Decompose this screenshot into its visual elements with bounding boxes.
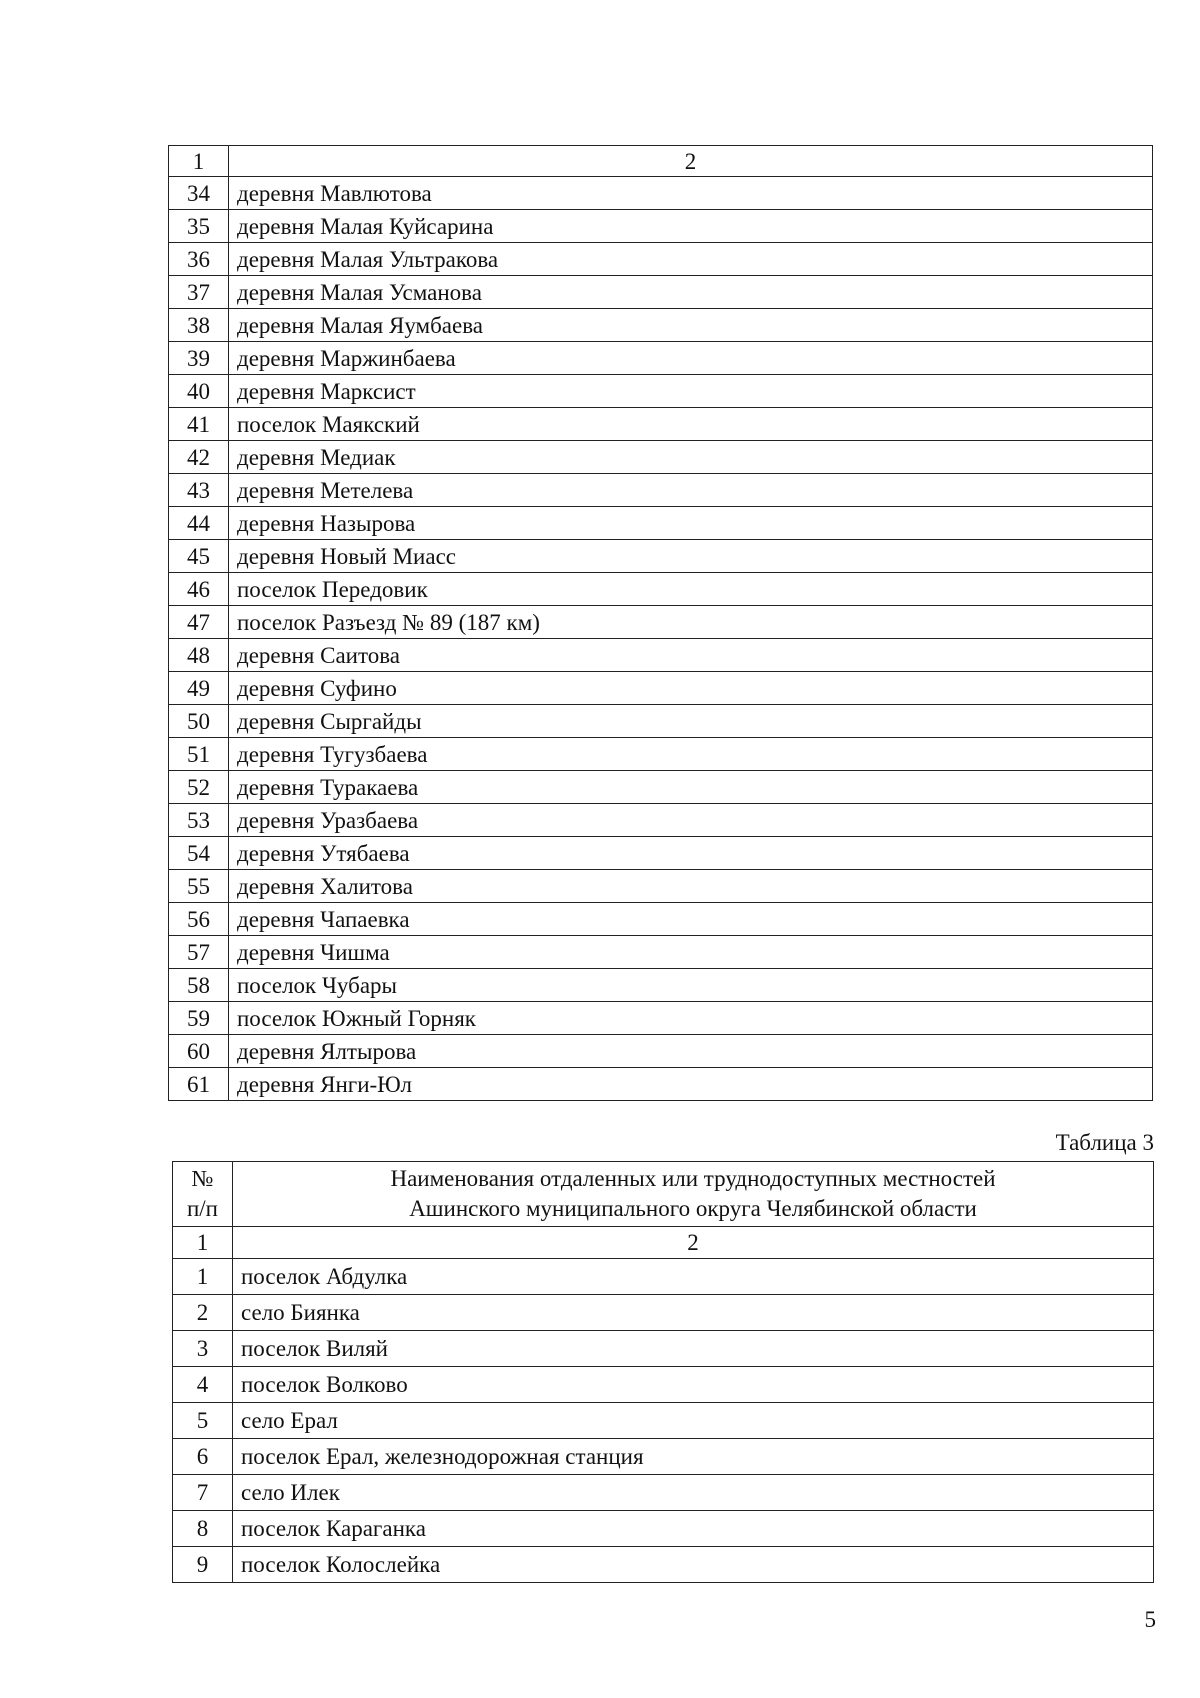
table-row bbox=[173, 1439, 1154, 1475]
row-number: 3 bbox=[173, 1331, 233, 1367]
row-number: 5 bbox=[173, 1403, 233, 1439]
column-number-1: 1 bbox=[169, 146, 229, 177]
locality-name: деревня Метелева bbox=[229, 474, 1153, 507]
locality-name: деревня Чапаевка bbox=[229, 903, 1153, 936]
locality-name: поселок Передовик bbox=[229, 573, 1153, 606]
table-row bbox=[169, 408, 1153, 441]
table-row bbox=[169, 639, 1153, 672]
row-number: 37 bbox=[169, 276, 229, 309]
row-number: 8 bbox=[173, 1511, 233, 1547]
column-number-2: 2 bbox=[229, 146, 1153, 177]
row-number: 1 bbox=[173, 1259, 233, 1295]
locality-name: деревня Утябаева bbox=[229, 837, 1153, 870]
locality-name: поселок Ерал, железнодорожная станция bbox=[233, 1439, 1154, 1475]
row-number: 43 bbox=[169, 474, 229, 507]
row-number: 53 bbox=[169, 804, 229, 837]
locality-name: поселок Разъезд № 89 (187 км) bbox=[229, 606, 1153, 639]
column-number-2: 2 bbox=[233, 1227, 1154, 1259]
locality-name: деревня Медиак bbox=[229, 441, 1153, 474]
row-number: 50 bbox=[169, 705, 229, 738]
table-row bbox=[169, 936, 1153, 969]
row-number: 56 bbox=[169, 903, 229, 936]
table-row bbox=[169, 540, 1153, 573]
row-number: 57 bbox=[169, 936, 229, 969]
locality-name: поселок Волково bbox=[233, 1367, 1154, 1403]
page-number: 5 bbox=[1144, 1607, 1156, 1632]
table-row bbox=[169, 672, 1153, 705]
row-number: 39 bbox=[169, 342, 229, 375]
table-row bbox=[169, 606, 1153, 639]
locality-name: деревня Ялтырова bbox=[229, 1035, 1153, 1068]
header-number-cell bbox=[173, 1162, 233, 1227]
header-title-line-1: Наименования отдаленных или труднодоступных местностей bbox=[390, 1166, 996, 1191]
locality-name: деревня Саитова bbox=[229, 639, 1153, 672]
table-row bbox=[169, 441, 1153, 474]
locality-name: село Илек bbox=[233, 1475, 1154, 1511]
row-number: 45 bbox=[169, 540, 229, 573]
table-row bbox=[169, 969, 1153, 1002]
table-row bbox=[173, 1295, 1154, 1331]
row-number: 4 bbox=[173, 1367, 233, 1403]
table-row bbox=[169, 771, 1153, 804]
locality-name: деревня Янги-Юл bbox=[229, 1068, 1153, 1101]
column-number-row bbox=[173, 1227, 1154, 1259]
row-number: 35 bbox=[169, 210, 229, 243]
table-row bbox=[173, 1403, 1154, 1439]
row-number: 58 bbox=[169, 969, 229, 1002]
row-number: 51 bbox=[169, 738, 229, 771]
locality-name: село Ерал bbox=[233, 1403, 1154, 1439]
table-row bbox=[169, 870, 1153, 903]
row-number: 47 bbox=[169, 606, 229, 639]
table-row bbox=[169, 507, 1153, 540]
locality-name: деревня Туракаева bbox=[229, 771, 1153, 804]
locality-name: деревня Чишма bbox=[229, 936, 1153, 969]
localities-table-continued bbox=[168, 145, 1153, 1101]
table-row bbox=[173, 1475, 1154, 1511]
row-number: 44 bbox=[169, 507, 229, 540]
locality-name: деревня Тугузбаева bbox=[229, 738, 1153, 771]
row-number: 49 bbox=[169, 672, 229, 705]
locality-name: деревня Уразбаева bbox=[229, 804, 1153, 837]
table-row bbox=[169, 276, 1153, 309]
row-number: 60 bbox=[169, 1035, 229, 1068]
table-row bbox=[169, 837, 1153, 870]
table-row bbox=[173, 1259, 1154, 1295]
locality-name: поселок Южный Горняк bbox=[229, 1002, 1153, 1035]
locality-name: деревня Новый Миасс bbox=[229, 540, 1153, 573]
locality-name: поселок Караганка bbox=[233, 1511, 1154, 1547]
locality-name: деревня Малая Усманова bbox=[229, 276, 1153, 309]
table-row bbox=[173, 1547, 1154, 1583]
table-row bbox=[169, 903, 1153, 936]
table-row bbox=[169, 474, 1153, 507]
row-number: 40 bbox=[169, 375, 229, 408]
table-row bbox=[169, 375, 1153, 408]
locality-name: деревня Мавлютова bbox=[229, 177, 1153, 210]
table-row bbox=[169, 705, 1153, 738]
table-row bbox=[169, 177, 1153, 210]
table-row bbox=[169, 1068, 1153, 1101]
row-number: 48 bbox=[169, 639, 229, 672]
column-number-row bbox=[169, 146, 1153, 177]
table-row bbox=[169, 804, 1153, 837]
locality-name: деревня Назырова bbox=[229, 507, 1153, 540]
locality-name: деревня Малая Ультракова bbox=[229, 243, 1153, 276]
table-row bbox=[169, 738, 1153, 771]
locality-name: поселок Колослейка bbox=[233, 1547, 1154, 1583]
row-number: 61 bbox=[169, 1068, 229, 1101]
localities-table-body bbox=[169, 146, 1153, 1101]
locality-name: деревня Марксист bbox=[229, 375, 1153, 408]
table-header-row bbox=[173, 1162, 1154, 1227]
table-row bbox=[169, 309, 1153, 342]
table-row bbox=[173, 1367, 1154, 1403]
locality-name: деревня Сыргайды bbox=[229, 705, 1153, 738]
locality-name: деревня Суфино bbox=[229, 672, 1153, 705]
header-title-cell bbox=[233, 1162, 1154, 1227]
locality-name: село Биянка bbox=[233, 1295, 1154, 1331]
row-number: 7 bbox=[173, 1475, 233, 1511]
locality-name: поселок Чубары bbox=[229, 969, 1153, 1002]
row-number: 54 bbox=[169, 837, 229, 870]
column-number-1: 1 bbox=[173, 1227, 233, 1259]
row-number: 34 bbox=[169, 177, 229, 210]
locality-name: деревня Малая Яумбаева bbox=[229, 309, 1153, 342]
locality-name: поселок Виляй bbox=[233, 1331, 1154, 1367]
row-number: 59 bbox=[169, 1002, 229, 1035]
row-number: 9 bbox=[173, 1547, 233, 1583]
table-3-caption: Таблица 3 bbox=[1055, 1130, 1154, 1155]
table-row bbox=[169, 1035, 1153, 1068]
locality-name: деревня Малая Куйсарина bbox=[229, 210, 1153, 243]
row-number: 36 bbox=[169, 243, 229, 276]
row-number: 46 bbox=[169, 573, 229, 606]
table-row bbox=[169, 573, 1153, 606]
remote-localities-table-body bbox=[173, 1162, 1154, 1583]
header-title-line-2: Ашинского муниципального округа Челябинской области bbox=[409, 1196, 977, 1221]
row-number: 41 bbox=[169, 408, 229, 441]
header-number-sub-label: п/п bbox=[186, 1196, 218, 1221]
locality-name: поселок Абдулка bbox=[233, 1259, 1154, 1295]
locality-name: деревня Халитова bbox=[229, 870, 1153, 903]
row-number: 55 bbox=[169, 870, 229, 903]
row-number: 42 bbox=[169, 441, 229, 474]
row-number: 52 bbox=[169, 771, 229, 804]
row-number: 2 bbox=[173, 1295, 233, 1331]
table-row bbox=[173, 1511, 1154, 1547]
header-number-label: № bbox=[191, 1166, 214, 1191]
table-row bbox=[169, 342, 1153, 375]
locality-name: поселок Маякский bbox=[229, 408, 1153, 441]
row-number: 38 bbox=[169, 309, 229, 342]
table-row bbox=[169, 1002, 1153, 1035]
table-row bbox=[169, 210, 1153, 243]
row-number: 6 bbox=[173, 1439, 233, 1475]
table-row bbox=[169, 243, 1153, 276]
locality-name: деревня Маржинбаева bbox=[229, 342, 1153, 375]
remote-localities-table bbox=[172, 1161, 1154, 1583]
table-row bbox=[173, 1331, 1154, 1367]
